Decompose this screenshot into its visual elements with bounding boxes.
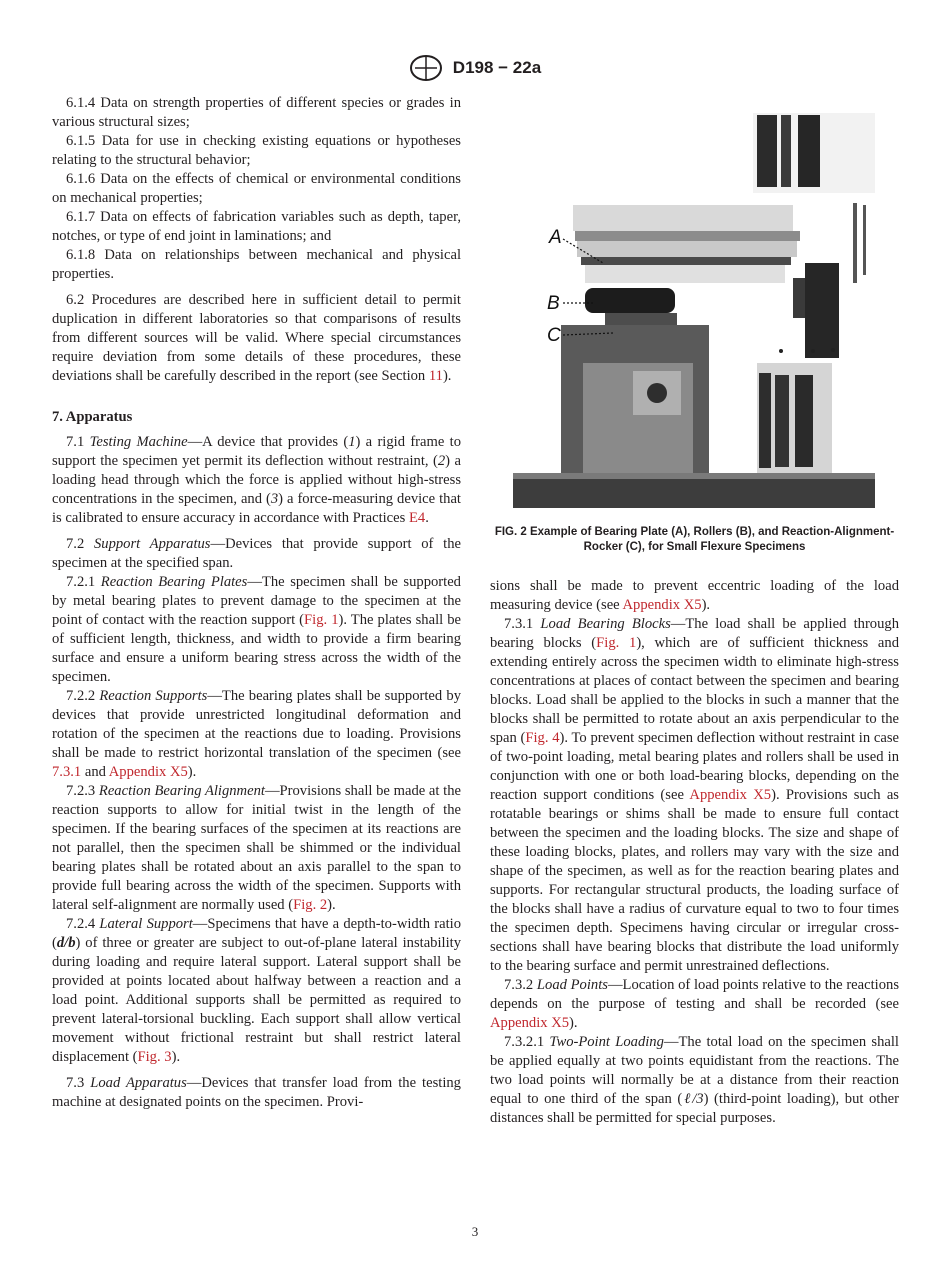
link-7-3-1[interactable]: 7.3.1: [52, 764, 82, 780]
section-heading-apparatus: 7. Apparatus: [52, 409, 133, 425]
left-column: [52, 94, 461, 1112]
link-fig-3[interactable]: Fig. 3: [137, 1049, 172, 1065]
para-6-1-8: 6.1.8 Data on relationships between mechanical and physical properties.: [52, 247, 461, 282]
link-fig-2[interactable]: Fig. 2: [293, 897, 328, 913]
link-appendix-x5[interactable]: Appendix X5: [108, 764, 188, 780]
page-number: 3: [471, 1224, 479, 1239]
figure-label-b: B: [547, 293, 560, 314]
link-fig-4[interactable]: Fig. 4: [525, 730, 560, 746]
para-7-2: 7.2 Support Apparatus—Devices that provide support of the specimen at the specified span.: [52, 536, 461, 571]
para-6-1-4: 6.1.4 Data on strength properties of different species or grades in various structural sizes;: [52, 95, 461, 130]
link-appendix-x5[interactable]: Appendix X5: [689, 787, 772, 803]
standard-code: D198 − 22a: [452, 58, 542, 77]
figure-label-a: A: [549, 227, 562, 248]
para-7-1: 7.1 Testing Machine—A device that provides (1) a rigid frame to support the specimen yet permit its deflection without restraint, (2) a loading head through which the force is applied without high-stress concentrations in the specimen, and (3) a force-measuring device that is calibrated to ensure accuracy in accordance with Practices E4.: [52, 434, 461, 526]
page-header: [0, 54, 950, 82]
para-7-3-2: 7.3.2 Load Points—Location of load points relative to the reactions depends on the purpose of testing and shall be recorded (see Appendix X5).: [490, 977, 899, 1031]
link-fig-1[interactable]: Fig. 1: [596, 635, 637, 651]
para-6-2: 6.2 Procedures are described here in sufficient detail to permit duplication in different laboratories so that comparisons of results from different sources will be valid. Where special circumstances require deviation from some details of these procedures, these deviations shall be carefully described in the report (see Section 11).: [52, 292, 461, 384]
figure-caption: FIG. 2 Example of Bearing Plate (A), Rollers (B), and Reaction-Alignment-Rocker (C), for Small Flexure Specimens: [494, 526, 895, 553]
figure-label-c: C: [547, 325, 561, 346]
para-6-1-7: 6.1.7 Data on effects of fabrication variables such as depth, taper, notches, or type of end joint in laminations; and: [52, 209, 461, 244]
astm-logo-icon: [409, 54, 443, 82]
para-6-1-5: 6.1.5 Data for use in checking existing equations or hypotheses relating to the structural behavior;: [52, 133, 461, 168]
para-7-3-1: 7.3.1 Load Bearing Blocks—The load shall be applied through bearing blocks (Fig. 1), which are of sufficient thickness and extending entirely across the specimen width to eliminate high-stress concentrations at places of contact between the specimen and bearing blocks. Load shall be applied to the blocks in such a manner that the blocks shall be permitted to rotate about an axis perpendicular to the span (Fig. 4). To prevent specimen deflection without restraint in case of two-point loading, metal bearing plates and rollers shall be used in conjunction with one or both load-bearing blocks, depending on the reaction support conditions (see Appendix X5). Provisions such as rotatable bearings or shims shall be made to ensure full contact between the specimen and the loading blocks. The size and shape of these loading blocks, plates, and rollers may vary with the size and shape of the specimen, as well as for the reaction bearing plates and supports. For rectangular structural products, the loading surface of the blocks shall have a radius of curvature equal to two to four times the specimen depth. Specimens having circular or irregular cross-sections shall have bearing blocks that distribute the load uniformly to the bearing surface and permit unrestrained deflections.: [490, 616, 900, 974]
link-fig-1[interactable]: Fig. 1: [304, 612, 339, 628]
right-column: [490, 577, 899, 1128]
para-7-2-4: 7.2.4 Lateral Support—Specimens that have a depth-to-width ratio (d/b) of three or greater are subject to out-of-plane lateral instability during loading and require lateral support. Lateral support shall be provided at points located about halfway between a reaction and a load point. Additional supports shall be permitted as required to prevent lateral-torsional buckling. Each support shall allow vertical movement without frictional restraint but shall restrict lateral displacement (Fig. 3).: [52, 916, 462, 1065]
link-section-11[interactable]: 11: [428, 368, 443, 384]
para-7-2-1: 7.2.1 Reaction Bearing Plates—The specimen shall be supported by metal bearing plates to prevent damage to the specimen at the point of contact with the reaction support (Fig. 1). The plates shall be of sufficient length, thickness, and width to provide a firm bearing surface and ensure a uniform bearing stress across the width of the specimen.: [52, 574, 461, 685]
para-7-2-2: 7.2.2 Reaction Supports—The bearing plates shall be supported by devices that provide unrestricted longitudinal deformation and rotation of the specimen at the reactions due to loading. Provisions shall be made to restrict horizontal translation of the specimen (see 7.3.1 and Appendix X5).: [52, 688, 461, 780]
link-appendix-x5[interactable]: Appendix X5: [622, 597, 702, 613]
para-6-1-6: 6.1.6 Data on the effects of chemical or environmental conditions on mechanical properties;: [52, 171, 461, 206]
link-appendix-x5[interactable]: Appendix X5: [490, 1015, 570, 1031]
figure-2-photo: [513, 113, 875, 508]
para-7-3: 7.3 Load Apparatus—Devices that transfer load from the testing machine at designated points on the specimen. Provi-: [52, 1075, 461, 1110]
para-7-3-continued: sions shall be made to prevent eccentric loading of the load measuring device (see Appendix X5).: [490, 578, 899, 613]
para-7-2-3: 7.2.3 Reaction Bearing Alignment—Provisions shall be made at the reaction supports to allow for initial twist in the length of the specimen. If the bearing surfaces of the specimen at its reactions are not parallel, then the specimen shall be shimmed or the individual bearing plates shall be rotated about an axis parallel to the span to provide full bearing across the width of the specimen. Supports with lateral self-alignment are normally used (Fig. 2).: [52, 783, 461, 913]
link-e4[interactable]: E4: [408, 510, 426, 526]
para-7-3-2-1: 7.3.2.1 Two-Point Loading—The total load on the specimen shall be applied equally at two points equidistant from the reactions. The two load points will normally be at a distance from their reaction equal to one third of the span (ℓ/3) (third-point loading), but other distances shall be permitted for special purposes.: [490, 1034, 899, 1126]
